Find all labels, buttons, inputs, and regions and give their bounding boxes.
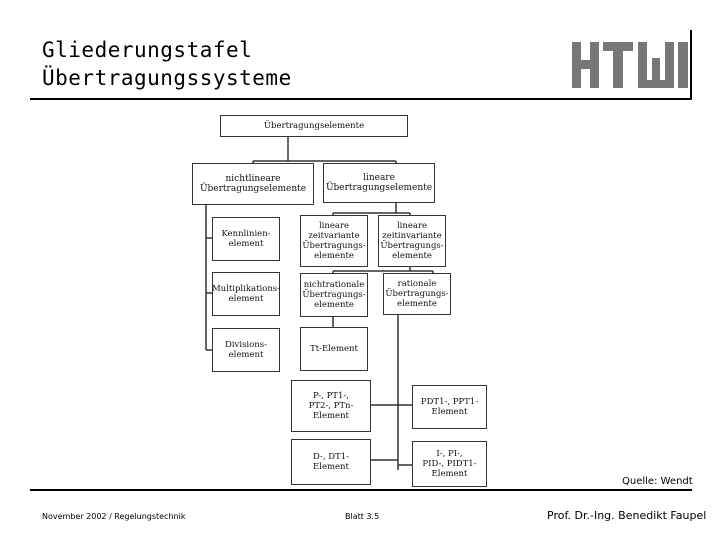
box-lineare: lineare Übertragungselemente: [323, 163, 435, 203]
header-rule-vertical: [690, 30, 692, 100]
title-line-2: Übertragungssysteme: [42, 66, 292, 90]
box-rationale: rationale Übertragungs- elemente: [383, 273, 451, 315]
box-nichtlineare: nichtlineare Übertragungselemente: [192, 163, 314, 205]
box-lineare-zeitvariante: lineare zeitvariante Übertragungs- elemente: [300, 215, 368, 267]
page-title: [42, 36, 292, 92]
box-d-dt-element: D-, DT1- Element: [291, 439, 371, 485]
header-rule: [30, 98, 692, 100]
box-kennlinienelement: Kennlinien- element: [212, 217, 280, 261]
classification-diagram: [178, 105, 502, 488]
title-line-1: Gliederungstafel: [42, 38, 253, 62]
footer-center: Blatt 3.5: [345, 512, 380, 521]
box-nichtrationale: nichtrationale Übertragungs- elemente: [300, 273, 368, 317]
box-uebertragungselemente: Übertragungselemente: [220, 115, 408, 137]
footer-right: Prof. Dr.-Ing. Benedikt Faupel: [547, 509, 707, 522]
box-multiplikationselement: Multiplikations- element: [212, 272, 280, 316]
box-lineare-zeitinvariante: lineare zeitinvariante Übertragungs- elemente: [378, 215, 446, 267]
box-p-pt-element: P-, PT1-, PT2-, PTn- Element: [291, 380, 371, 432]
box-tt-element: Tt-Element: [300, 327, 368, 371]
footer-rule: [30, 489, 692, 491]
footer-left: November 2002 / Regelungstechnik: [42, 512, 186, 521]
box-i-pi-element: I-, PI-, PID-, PIDT1- Element: [412, 441, 487, 487]
box-divisionselement: Divisions- element: [212, 328, 280, 372]
htw-logo: [572, 40, 690, 90]
source-note: Quelle: Wendt: [622, 476, 693, 487]
box-pdt-element: PDT1-, PPT1- Element: [412, 385, 487, 429]
